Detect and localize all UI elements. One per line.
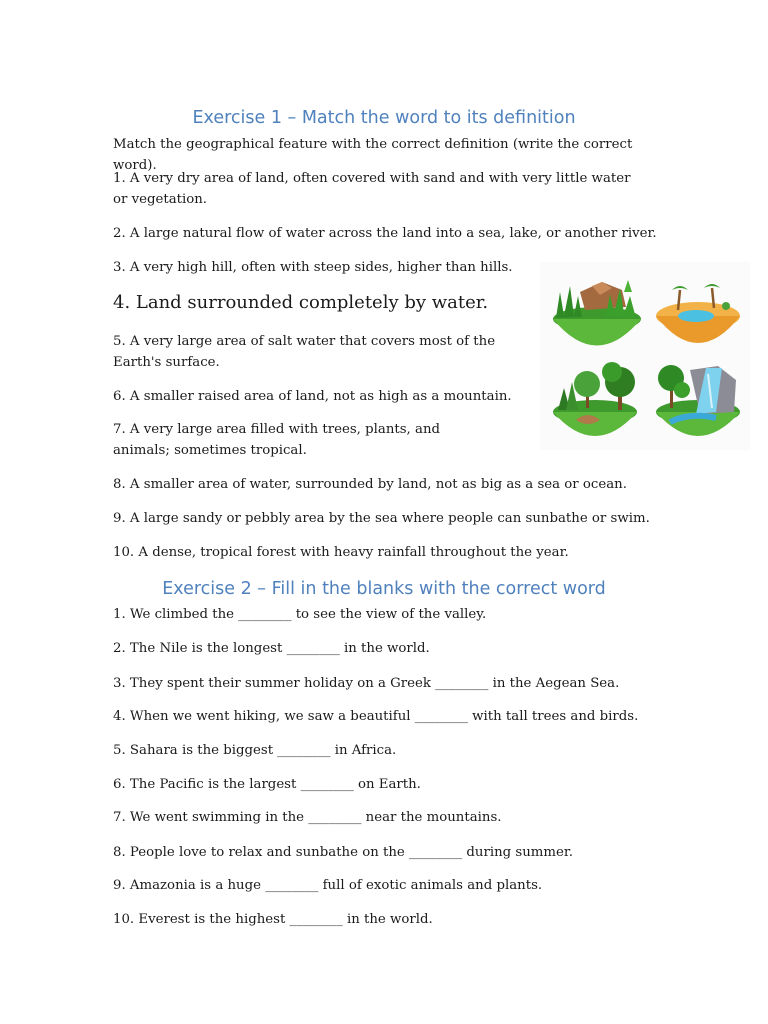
exercise-1-item-9: 9. A large sandy or pebbly area by the sea where people can sunbathe or swim. [113,511,650,526]
exercise-1-item-8: 8. A smaller area of water, surrounded by land, not as big as a sea or ocean. [113,477,627,492]
exercise-2-item-5: 5. Sahara is the biggest ________ in Africa. [113,743,397,758]
exercise-2-item-6: 6. The Pacific is the largest ________ on Earth. [113,777,421,792]
exercise-1-item-10: 10. A dense, tropical forest with heavy rainfall throughout the year. [113,545,569,560]
exercise-1-item-2: 2. A large natural flow of water across the land into a sea, lake, or another river. [113,226,657,241]
exercise-1-item-4: 4. Land surrounded completely by water. [113,292,489,313]
exercise-1-item-1: 1. A very dry area of land, often covered with sand and with very little water or vegetation. [113,171,631,207]
exercise-2-item-3: 3. They spent their summer holiday on a Greek ________ in the Aegean Sea. [113,676,620,691]
exercise-2-item-1: 1. We climbed the ________ to see the view of the valley. [113,607,487,622]
geography-illustration [540,262,750,450]
exercise-2-item-10: 10. Everest is the highest ________ in the world. [113,912,433,927]
exercise-1-instruction: Match the geographical feature with the correct definition (write the correct word). [113,137,633,173]
exercise-1-item-6: 6. A smaller raised area of land, not as high as a mountain. [113,389,512,404]
exercise-2-item-9: 9. Amazonia is a huge ________ full of exotic animals and plants. [113,878,543,893]
exercise-1-title: Exercise 1 – Match the word to its definition [192,108,576,128]
exercise-2-item-7: 7. We went swimming in the ________ near the mountains. [113,810,502,825]
exercise-2-item-4: 4. When we went hiking, we saw a beautiful ________ with tall trees and birds. [113,709,639,724]
exercise-1-item-5: 5. A very large area of salt water that covers most of the Earth's surface. [113,334,496,370]
exercise-2-item-2: 2. The Nile is the longest ________ in the world. [113,641,430,656]
exercise-2-item-8: 8. People love to relax and sunbathe on the ________ during summer. [113,845,573,860]
exercise-2-title: Exercise 2 – Fill in the blanks with the correct word [162,579,606,599]
exercise-1-item-7: 7. A very large area filled with trees, plants, and animals; sometimes tropical. [113,422,441,458]
exercise-1-item-3: 3. A very high hill, often with steep sides, higher than hills. [113,260,513,275]
